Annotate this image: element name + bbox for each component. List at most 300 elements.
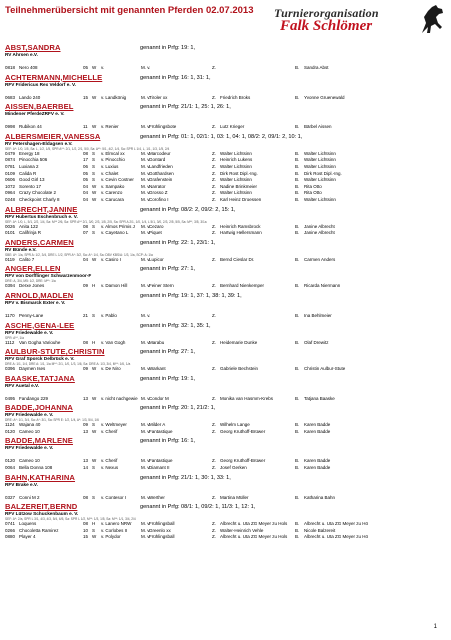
horse-owner: Walter Lichtsinn — [304, 157, 336, 163]
rider-entries: genannt in Prfg: 16: 1, 31: 1, — [140, 74, 211, 81]
horse-row — [5, 283, 446, 290]
dam-sire-label: M. v. — [141, 395, 151, 401]
rider-entries: genannt in Prfg: 21/1: 1, 30: 1, 33: 1, — [140, 474, 231, 481]
rider-club: RFV Friedewalde e. V. — [5, 329, 54, 335]
rider-classes: DRE A: 1/1, 1/4, DRE A: 1/1, 1/a M**: 2/1, 1/0, 1/3, 1/6, Sa: DRE A: 1/3, 3/4, M**: 1/6, 1/a — [5, 362, 131, 367]
rider-name: BAASKE,TATJANA — [5, 373, 75, 383]
horse-dam-sire: Grafenstein — [149, 177, 173, 183]
rider-entry — [5, 43, 446, 72]
horse-breeder: Gabriele Bechstein — [220, 366, 259, 372]
horse-number: 1112 — [5, 339, 15, 345]
horse-number: 0781 — [5, 163, 16, 169]
horse-breeder: Hartwig Hellersmann — [220, 230, 262, 236]
rider-club: RFV Graf Sporck Delbrück e. V. — [5, 356, 75, 362]
owner-label: B. — [295, 183, 300, 189]
horse-sire: v. Damon Hill — [101, 283, 128, 289]
rider-club: RFV Hubertus Eschenbruch e. V. — [5, 213, 78, 219]
page-title: Teilnehmerübersicht mit genannten Pferden 02.07.2013 — [5, 5, 254, 16]
breeder-label: Z. — [212, 283, 216, 289]
rider-club: RV Bünde e.V. — [5, 246, 37, 252]
horse-breeder: Bernd Cieslar Dr. — [220, 256, 255, 262]
dam-sire-label: M. v. — [141, 65, 151, 70]
rider-heading — [5, 436, 446, 445]
horse-owner: Janine Albrecht — [304, 230, 335, 236]
horse-number: 0120 — [5, 458, 16, 464]
rider-entry — [5, 321, 446, 347]
dam-sire-label: M. v. — [141, 256, 151, 262]
horse-sire: v. Landkönig — [101, 94, 127, 100]
horse-owner: Karen Badde — [304, 422, 331, 428]
owner-label: B. — [295, 124, 300, 130]
breeder-label: Z. — [212, 196, 216, 202]
rider-club: RFV Brake e.V. — [5, 481, 38, 487]
rider-heading — [5, 374, 446, 383]
horse-dam-sire: Marabu — [149, 339, 165, 345]
horse-row — [5, 95, 446, 102]
rider-entries: genannt in Prfg: 21/1: 1, 25: 1, 26: 1, — [140, 104, 231, 111]
breeder-label: Z. — [212, 458, 216, 464]
horse-sex: H — [92, 339, 96, 345]
horse-name: Daymen Ises — [19, 366, 46, 372]
horse-breeder: Bernhard Nienkemper — [220, 283, 265, 289]
horse-sex: S — [92, 527, 96, 533]
horse-number: 0495 — [5, 395, 16, 401]
horse-sex: W — [92, 183, 97, 189]
rider-heading — [5, 43, 446, 52]
breeder-label: Z. — [212, 422, 216, 428]
horse-sire: v. Casiro I — [101, 256, 121, 262]
horse-dam-sire: Cezaro — [149, 223, 164, 229]
horse-number: 1124 — [5, 422, 15, 428]
horse-number: 0396 — [5, 366, 16, 372]
horse-name: Luxiana 2 — [19, 163, 39, 169]
breeder-label: Z. — [212, 534, 216, 540]
owner-label: B. — [295, 366, 300, 372]
horse-owner: Albrecht u. Uta ZG Meyer zu Hö — [304, 521, 369, 527]
rider-classes: SEF: A*: 1/0, 1/5, Sa: L, 1/2, 1/5, SPR A**: 2/1, 1/2, 2/1, 5/0, Sa: A**: 5/1, 4/2, 1/4, Sa: SPR L 1/4, L, 1/1, 1/3, 1/5, 2/4 — [5, 146, 170, 151]
rider-name: ANGER,ELLEN — [5, 264, 61, 274]
horse-row — [5, 429, 446, 436]
horse-name: Nero 408 — [19, 65, 38, 70]
horse-owner: Sandra Abst — [304, 65, 329, 70]
horse-sire: v. Chalet — [101, 170, 119, 176]
breeder-label: Z. — [212, 170, 216, 176]
horse-sire: v. Luxius — [101, 163, 119, 169]
horse-sire: v. nicht nachgewie — [101, 395, 138, 401]
rider-classes: SBE: A*: 1/a, SPR A: 1/2, 3/4, DRE L 1/2, SPR A*: 3/2, Sa: A*: 1/4, Sa: DBV KBS/A: 1/3, 1/a, SCP: A: 1/a — [5, 252, 153, 257]
owner-label: B. — [295, 527, 300, 533]
rider-entry — [5, 291, 446, 320]
page-header — [5, 3, 446, 37]
horse-name: Conni M 2 — [19, 494, 40, 500]
horse-breeder: Albrecht u. Uta ZG Meyer zu Hols — [220, 521, 288, 527]
horse-row — [5, 422, 446, 429]
dam-sire-label: M. v. — [141, 124, 151, 130]
horse-row — [5, 396, 446, 403]
horse-breeder: Lutz Krieger — [220, 124, 245, 130]
horse-dam-sire: Gotthardsen — [149, 170, 174, 176]
horse-sire: v. Lanero NRW — [101, 521, 132, 527]
breeder-label: Z. — [212, 163, 216, 169]
spacer — [5, 389, 446, 396]
horse-owner: Bärbel Aissen — [304, 124, 332, 130]
owner-label: B. — [295, 283, 300, 289]
horse-age: 04 — [83, 256, 89, 262]
owner-label: B. — [295, 521, 300, 527]
horse-row — [5, 177, 446, 184]
breeder-label: Z. — [212, 366, 216, 372]
horse-sex: W — [92, 94, 97, 100]
rider-classes: DRE: A, 3/4, M5: 1/2, DRE: M**: 1/a — [5, 279, 56, 284]
horse-breeder: Walter Lichtsinn — [220, 163, 252, 169]
horse-sire: v. Nexus — [101, 465, 119, 471]
dam-sire-label: M. v. — [141, 157, 151, 163]
rider-name: BAHN,KATHARINA — [5, 472, 76, 482]
horse-owner: Carmen Anders — [304, 256, 336, 262]
horse-dam-sire: Marcodeur — [149, 150, 171, 156]
participant-list — [5, 42, 446, 541]
horse-sire: v. Almos Primis J — [101, 223, 135, 229]
horse-number: 0683 — [5, 94, 16, 100]
horse-sire: v. Polydor — [101, 534, 121, 540]
horse-number: 1072 — [5, 183, 16, 189]
rider-heading — [5, 347, 446, 356]
horse-sex: S — [92, 230, 96, 236]
owner-label: B. — [295, 177, 300, 183]
horse-row — [5, 340, 446, 347]
horse-sire: v. Cherif — [101, 428, 118, 434]
horse-owner: Walter Lichtsinn — [304, 150, 336, 156]
rider-entry — [5, 205, 446, 237]
rider-heading — [5, 403, 446, 412]
horse-name: Sorento 17 — [19, 183, 42, 189]
horse-number: 0741 — [5, 521, 16, 527]
horse-age: 08 — [83, 223, 89, 229]
horse-owner: Walter Lichtsinn — [304, 163, 336, 169]
horse-sex: S — [92, 150, 96, 156]
horse-age: 04 — [83, 190, 89, 196]
rider-name: BALZEREIT,BERND — [5, 502, 78, 512]
horse-number: 0064 — [5, 465, 16, 471]
horse-sire: v. Van Gogh — [101, 339, 126, 345]
horse-owner: Ina Behlmeier — [304, 312, 332, 318]
horse-sex: W — [92, 256, 97, 262]
horse-age: 13 — [83, 395, 89, 401]
horse-row — [5, 257, 446, 264]
horse-breeder: Dirk Rost Dipl.-Ing. — [220, 170, 258, 176]
horse-row — [5, 313, 446, 320]
horse-row — [5, 184, 446, 191]
rider-name: ANDERS,CARMEN — [5, 237, 74, 247]
breeder-label: Z. — [212, 230, 216, 236]
horse-name: Calida R — [19, 170, 37, 176]
horse-dam-sire: Frühlingsball — [149, 534, 175, 540]
breeder-label: Z. — [212, 124, 216, 130]
horse-row — [5, 495, 446, 502]
horse-age: 21 — [83, 312, 89, 318]
rider-entry — [5, 347, 446, 373]
horse-dam-sire: Fantastique — [149, 428, 173, 434]
rider-entries: genannt in Prfg: 22: 1, 23/1: 1, — [140, 239, 216, 246]
rider-entries: genannt in Prfg: 19: 1, — [140, 375, 196, 382]
owner-label: B. — [295, 395, 300, 401]
horse-number: 0109 — [5, 170, 16, 176]
horse-dam-sire: Milder A — [149, 422, 166, 428]
rider-entries: genannt in Prfg: 20: 1, 21/2: 1, — [140, 405, 216, 412]
horse-row — [5, 458, 446, 465]
horse-dam-sire: Tiroler xx — [149, 94, 168, 100]
breeder-label: Z. — [212, 521, 216, 527]
horse-breeder: Georg Kruthoff-Brüwer — [220, 428, 266, 434]
owner-label: B. — [295, 157, 300, 163]
rider-name: ASCHE,GENA-LEE — [5, 320, 75, 330]
rider-name: ARNOLD,MADLEN — [5, 290, 74, 300]
breeder-label: Z. — [212, 150, 216, 156]
horse-number: 0248 — [5, 196, 16, 202]
rider-club: RFV Friedewalde e. V. — [5, 445, 54, 451]
horse-row — [5, 171, 446, 178]
horse-number: 0120 — [5, 428, 16, 434]
horse-sex: W — [92, 190, 97, 196]
horse-sire: v. Cherif — [101, 458, 118, 464]
horse-name: Wajana 40 — [19, 422, 41, 428]
owner-label: B. — [295, 65, 300, 70]
rider-club: RFV v. Bismarck Exter e. V. — [5, 299, 66, 305]
horse-sex: S — [92, 157, 96, 163]
horse-dam-sire: Grosso Z — [149, 190, 168, 196]
dam-sire-label: M. v. — [141, 312, 151, 318]
rider-entry — [5, 132, 446, 204]
horse-number: 0964 — [5, 190, 16, 196]
breeder-label: Z. — [212, 183, 216, 189]
spacer — [5, 306, 446, 313]
horse-sex: W — [92, 196, 97, 202]
spacer — [5, 451, 446, 458]
horse-sex: W — [92, 395, 97, 401]
rider-name: BADDE,MARLENE — [5, 436, 73, 446]
horse-sex: W — [92, 428, 97, 434]
rider-classes: SEF: A*: 1/0, L, 5/1, 2/2, 1/4, Sa: M** 2/6, Sa: SPR A** 2/1, 3/0, 2/3, 1/5, 2/5, Sa: SPR A 2/1, 1/0, 1/4, L 5/1, 3/0, 2/3, 2/5, 5/5, Sa: M**, 3/5, 3/1a — [5, 219, 207, 224]
rider-club: RFV Lützow Schuckenbaum e. V. — [5, 511, 79, 517]
rider-heading — [5, 102, 446, 111]
horse-age: 07 — [83, 230, 89, 236]
rider-classes: SEF: A*: 2/a, SPR L 3/1, 4/3, 4/3, 5/4, 6/5, Sa: SPR L 1/2, M**: 1/3, 1/5, Sa: M**: 1/1, 3/4, 2/4 — [5, 517, 136, 522]
rider-entries: genannt in Prfg: 01: 1, 02/1: 1, 03: 1, 04: 1, 08/2: 2, 09/1: 2, 10: 1, — [140, 133, 303, 140]
dam-sire-label: M. v. — [141, 465, 151, 471]
horse-name: Van Gogha Variouhe — [19, 339, 61, 345]
horse-sire: v. Cayetano L — [101, 230, 129, 236]
horse-breeder: Karl Heinz Droessen — [220, 196, 262, 202]
dam-sire-label: M. v. — [141, 150, 151, 156]
horse-breeder: Heidemarie Dunke — [220, 339, 258, 345]
dam-sire-label: M. v. — [141, 521, 151, 527]
horse-breeder: Walter Lichtsinn — [220, 177, 252, 183]
horse-sex: S — [92, 494, 96, 500]
horse-owner: Karen Badde — [304, 428, 331, 434]
owner-label: B. — [295, 339, 300, 345]
horse-breeder: Albrecht u. Uta ZG Meyer zu Hols — [220, 534, 288, 540]
owner-label: B. — [295, 458, 300, 464]
rider-heading — [5, 291, 446, 300]
horse-age: 13 — [83, 458, 89, 464]
rider-classes: SPR: A**, 1/a — [5, 335, 24, 340]
horse-sex: W — [92, 124, 97, 130]
horse-sire: v. Carucara — [101, 196, 124, 202]
rider-heading — [5, 264, 446, 273]
horse-age: 15 — [83, 534, 89, 540]
rider-entries: genannt in Prfg: 32: 1, 35: 1, — [140, 322, 211, 329]
rider-heading — [5, 205, 446, 214]
horse-sex: S — [92, 312, 96, 318]
horse-sex: S — [92, 422, 96, 428]
horse-number: 0394 — [5, 283, 16, 289]
logo-line1: Turnierorganisation — [274, 6, 379, 20]
horse-name: Loquens — [19, 521, 37, 527]
horse-name: Checkpoint Charly 8 — [19, 196, 60, 202]
breeder-label: Z. — [212, 223, 216, 229]
horse-name: Player 4 — [19, 534, 36, 540]
dam-sire-label: M. v. — [141, 283, 151, 289]
horse-number: 0874 — [5, 157, 16, 163]
horse-name: Califrinja R — [19, 230, 42, 236]
horse-row — [5, 157, 446, 164]
horse-dam-sire: Gontard — [149, 157, 166, 163]
dam-sire-label: M. v. — [141, 94, 151, 100]
logo-line2: Falk Schlömer — [280, 18, 373, 34]
horse-dam-sire: Corofino I — [149, 196, 169, 202]
dam-sire-label: M. v. — [141, 527, 151, 533]
horse-age: 05 — [83, 177, 89, 183]
horse-name: Anita 122 — [19, 223, 39, 229]
rider-heading — [5, 238, 446, 247]
rider-entries: genannt in Prfg: 16: 1, — [140, 438, 196, 445]
horse-sire: v. Pablo — [101, 312, 117, 318]
horse-sex: H — [92, 521, 96, 527]
horse-sire: v. Elmcal xx — [101, 150, 125, 156]
horse-owner: Nicole Balzereit — [304, 527, 336, 533]
rider-heading — [5, 73, 446, 82]
breeder-label: Z. — [212, 157, 216, 163]
horse-age: 09 — [83, 283, 89, 289]
owner-label: B. — [295, 223, 300, 229]
horse-dam-sire: Diamant II — [149, 465, 170, 471]
horse-age: 09 — [83, 366, 89, 372]
rider-entry — [5, 102, 446, 131]
dam-sire-label: M. v. — [141, 190, 151, 196]
spacer — [5, 88, 446, 95]
horse-row — [5, 366, 446, 373]
owner-label: B. — [295, 230, 300, 236]
breeder-label: Z. — [212, 339, 216, 345]
horse-dam-sire: Warkant — [149, 366, 166, 372]
horse-owner: Walter Lichtsinn — [304, 196, 336, 202]
horse-dam-sire: Greenlo xx — [149, 527, 171, 533]
rider-heading — [5, 132, 446, 141]
horse-owner: Yvonne Gruenewald — [304, 94, 345, 100]
dam-sire-label: M. v. — [141, 196, 151, 202]
horse-breeder: Walter-Heinrich Vehle — [220, 527, 264, 533]
horse-owner: Walter Lichtsinn — [304, 177, 336, 183]
horse-dam-sire: Werther — [149, 494, 165, 500]
dam-sire-label: M. v. — [141, 163, 151, 169]
owner-label: B. — [295, 534, 300, 540]
horse-sire: v. Cevin Costner — [101, 177, 134, 183]
horse-age: 08 — [83, 150, 89, 156]
horse-breeder: Heinrich Lukens — [220, 157, 253, 163]
horse-breeder: Walter Lichtsinn — [220, 190, 252, 196]
horse-age: 08 — [83, 521, 89, 527]
rider-entry — [5, 436, 446, 471]
horse-sex: W — [92, 458, 97, 464]
horse-dam-sire: Piquet — [149, 230, 162, 236]
horse-age: 08 — [83, 339, 89, 345]
breeder-label: Z. — [212, 94, 216, 100]
horse-dam-sire: Feiner Stern — [149, 283, 174, 289]
horse-sex: S — [92, 177, 96, 183]
rider-club: Mindener PferdeZRFV e. V. — [5, 111, 65, 117]
horse-owner: Ricarda Niermann — [304, 283, 341, 289]
horse-name: Penny-Lane — [19, 312, 44, 318]
dam-sire-label: M. v. — [141, 230, 151, 236]
owner-label: B. — [295, 465, 300, 471]
rider-heading — [5, 502, 446, 511]
horse-name: Calito 7 — [19, 256, 35, 262]
horse-row — [5, 528, 446, 535]
page-number: 1 — [433, 624, 437, 630]
horse-name: Rubikon 44 — [19, 124, 42, 130]
horse-sire: v. — [101, 65, 105, 70]
dam-sire-label: M. v. — [141, 458, 151, 464]
horse-row — [5, 534, 446, 541]
horse-breeder: Friedrich Broks — [220, 94, 251, 100]
dam-sire-label: M. v. — [141, 534, 151, 540]
horse-age: 17 — [83, 157, 89, 163]
rider-entries: genannt in Prfg: 19: 1, 37: 1, 38: 1, 39: 1, — [140, 292, 242, 299]
horse-age: 14 — [83, 465, 89, 471]
rider-entries: genannt in Prfg: 27: 1, — [140, 349, 196, 356]
owner-label: B. — [295, 196, 300, 202]
rider-entry — [5, 264, 446, 290]
horse-row — [5, 224, 446, 231]
horse-row — [5, 521, 446, 528]
horse-name: Crazy Chocolate 2 — [19, 190, 57, 196]
spacer — [5, 117, 446, 124]
breeder-label: Z. — [212, 527, 216, 533]
owner-label: B. — [295, 422, 300, 428]
horse-row — [5, 164, 446, 171]
dam-sire-label: M. v. — [141, 339, 151, 345]
breeder-label: Z. — [212, 465, 216, 471]
rider-heading — [5, 321, 446, 330]
horse-age: 04 — [83, 196, 89, 202]
horse-owner: Rita Otto — [304, 190, 322, 196]
horse-number: 0101 — [5, 230, 16, 236]
rider-name: AULBUR-STUTE,CHRISTIN — [5, 347, 105, 357]
rider-entries: genannt in Prfg: 27: 1, — [140, 266, 196, 273]
horse-name: Chocoletta Ramirez — [19, 527, 59, 533]
dam-sire-label: M. v. — [141, 494, 151, 500]
horse-name: Cameo 10 — [19, 458, 40, 464]
rider-club: RFV von Dorfflinger Schwarzenmoor-F — [5, 273, 92, 279]
horse-dam-sire: Frühlingsbote — [149, 124, 177, 130]
horse-sex: H — [92, 283, 96, 289]
horse-age: 05 — [83, 65, 89, 70]
owner-label: B. — [295, 312, 300, 318]
rider-club: RFV Auetal e.V. — [5, 382, 40, 388]
horse-dam-sire: Condor M — [149, 395, 169, 401]
horse-sex: W — [92, 366, 97, 372]
horse-age: 15 — [83, 94, 89, 100]
